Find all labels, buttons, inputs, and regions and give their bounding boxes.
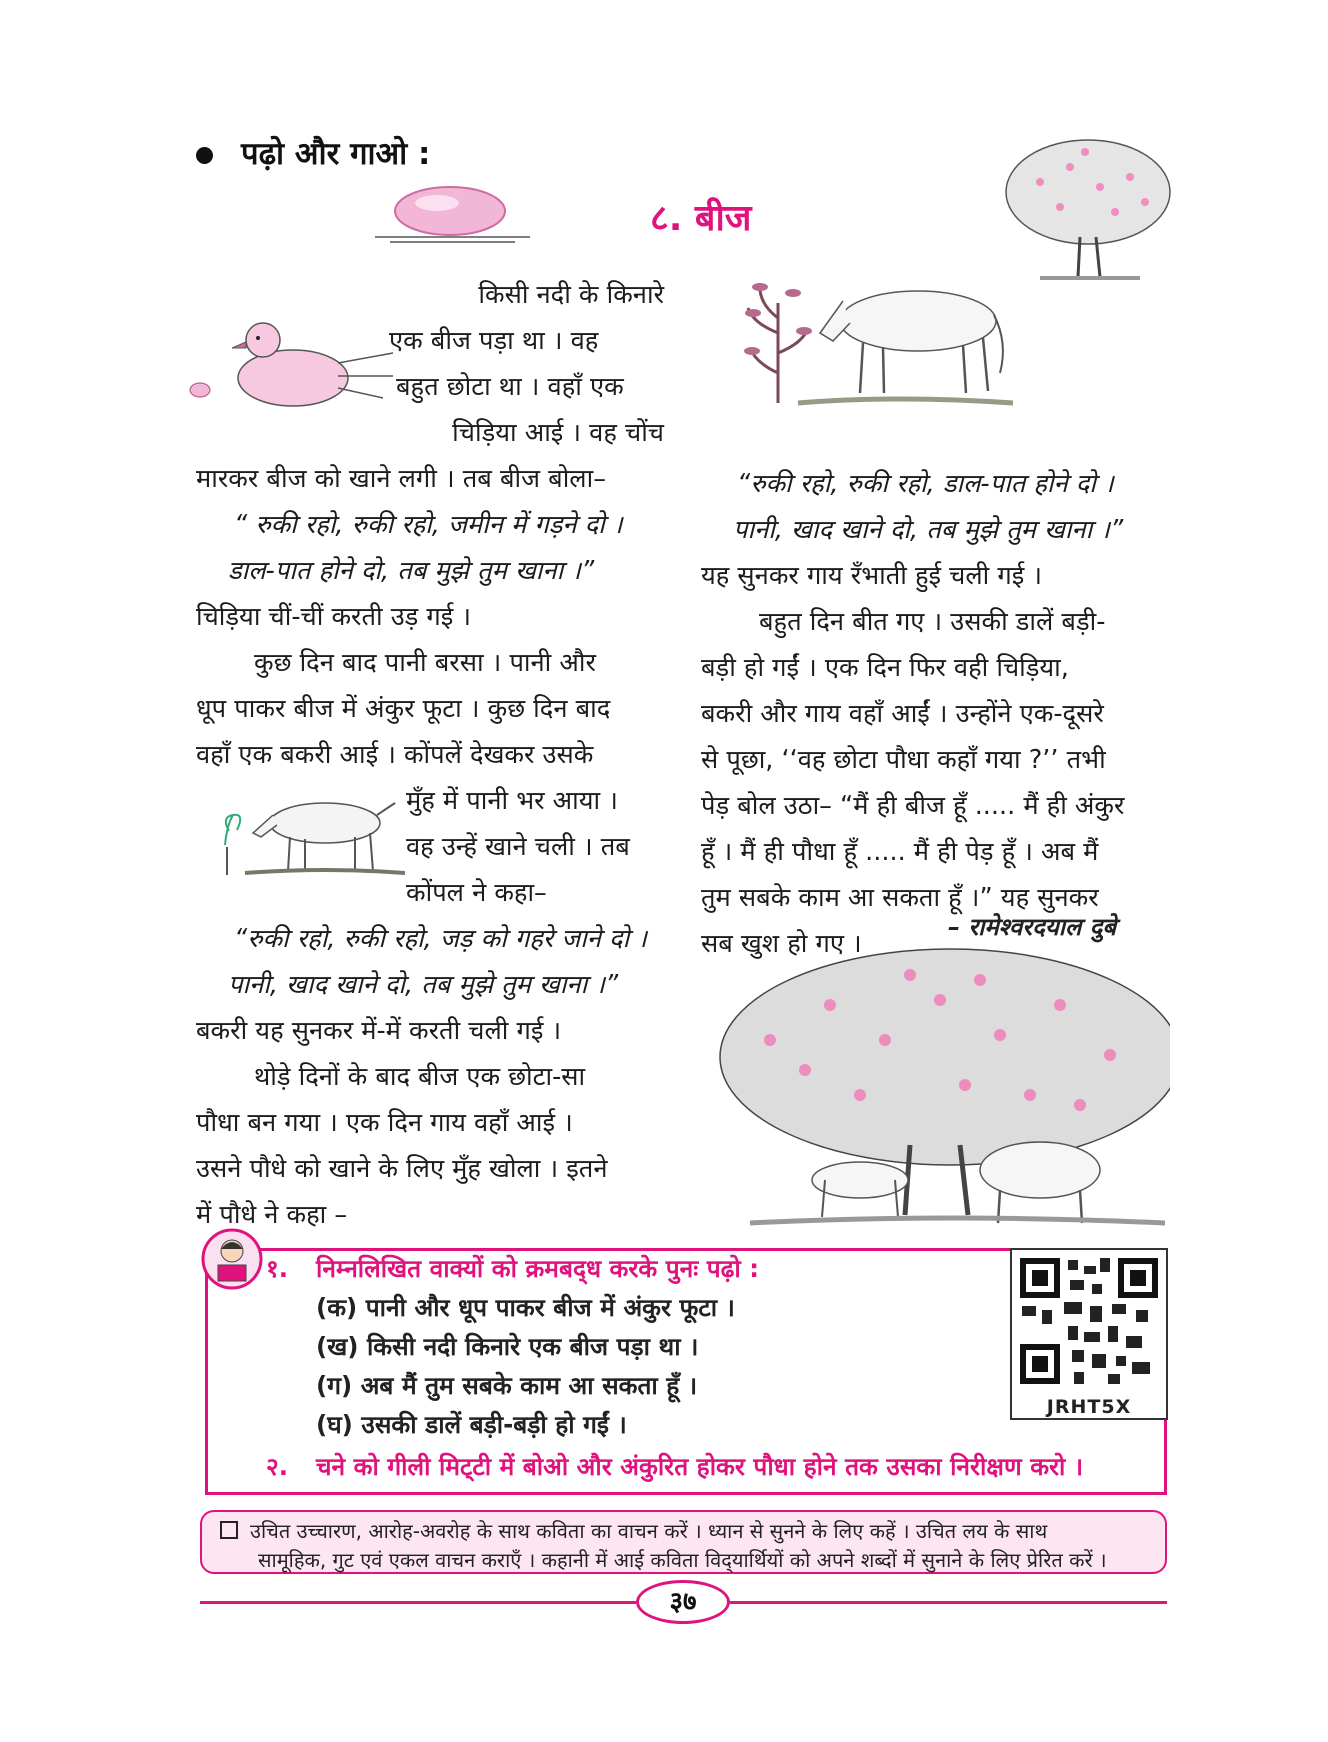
- teacher-note-line: सामूहिक, गुट एवं एकल वाचन कराएँ । कहानी में आई कविता विद्‌यार्थियों को अपने शब्दों में सुनाने के लिए प्रेरित करें ।: [258, 1548, 1107, 1572]
- story-right-column: [701, 461, 1169, 967]
- teacher-note-line: उचित उच्चारण, आरोह-अवरोह के साथ कविता का वाचन करें । ध्यान से सुनने के लिए कहें । उचित लय के साथ: [220, 1517, 1153, 1546]
- qr-code-label: JRHT5X: [1046, 1396, 1132, 1418]
- page-number: ३७: [636, 1580, 730, 1624]
- text-line: कोंपल ने कहा–: [406, 878, 547, 908]
- text-line: वहाँ एक बकरी आई । कोंपलें देखकर उसके: [196, 740, 594, 770]
- qr-code-icon: [1012, 1250, 1166, 1390]
- child-reading-icon: [200, 1227, 264, 1291]
- verse-line: “रुकी रहो, रुकी रहो, जड़ को गहरे जाने दो ।: [234, 924, 647, 954]
- text-line: सब खुश हो गए ।: [701, 929, 862, 959]
- verse-line: पानी, खाद खाने दो, तब मुझे तुम खाना ।”: [228, 970, 619, 1000]
- question-1-item: (घ) उसकी डालें बड़ी-बड़ी हो गईं ।: [316, 1410, 627, 1439]
- text-line: बकरी और गाय वहाँ आईं । उन्होंने एक-दूसरे: [701, 699, 1104, 729]
- text-line: उसने पौधे को खाने के लिए मुँह खोला । इतने: [196, 1154, 608, 1184]
- text-line: बहुत छोटा था । वहाँ एक: [396, 372, 624, 402]
- text-line: बहुत दिन बीत गए । उसकी डालें बड़ी-: [759, 607, 1106, 637]
- verse-line: “ रुकी रहो, रुकी रहो, जमीन में गड़ने दो ।: [234, 510, 623, 540]
- text-line: कुछ दिन बाद पानी बरसा । पानी और: [254, 648, 596, 678]
- text-line: तुम सबके काम आ सकता हूँ ।” यह सुनकर: [701, 883, 1099, 913]
- verse-line: डाल-पात होने दो, तब मुझे तुम खाना ।”: [228, 556, 595, 586]
- text-line: मुँह में पानी भर आया ।: [406, 786, 618, 816]
- section-heading: पढ़ो और गाओ :: [196, 132, 430, 174]
- author-name: – रामेश्वरदयाल दुबे: [948, 913, 1117, 941]
- text-line: पौधा बन गया । एक दिन गाय वहाँ आई ।: [196, 1108, 573, 1138]
- text-line: मारकर बीज को खाने लगी । तब बीज बोला–: [196, 464, 606, 494]
- qr-code[interactable]: [1010, 1248, 1168, 1420]
- footer-rule-left: [200, 1601, 636, 1604]
- text-line: धूप पाकर बीज में अंकुर फूटा । कुछ दिन बाद: [196, 694, 611, 724]
- question-1-item: (क) पानी और धूप पाकर बीज में अंकुर फूटा ।: [316, 1293, 735, 1322]
- story-left-column: [196, 272, 664, 1238]
- bullet-icon: [196, 147, 213, 164]
- footer-rule-right: [730, 1601, 1167, 1604]
- lesson-title: ८. बीज: [650, 198, 752, 239]
- cow-illustration: [738, 263, 1016, 413]
- text-line: वह उन्हें खाने चली । तब: [406, 832, 630, 862]
- question-1-text: निम्नलिखित वाक्यों को क्रमबद्‌ध करके पुनः पढ़ो :: [316, 1254, 760, 1283]
- text-line: थोड़े दिनों के बाद बीज एक छोटा-सा: [254, 1062, 586, 1092]
- text-line: बड़ी हो गईं । एक दिन फिर वही चिड़िया,: [701, 653, 1069, 683]
- text-line: चिड़िया चीं-चीं करती उड़ गई ।: [196, 602, 472, 632]
- verse-line: पानी, खाद खाने दो, तब मुझे तुम खाना ।”: [733, 515, 1124, 545]
- verse-line: “रुकी रहो, रुकी रहो, डाल-पात होने दो ।: [737, 469, 1114, 499]
- seed-illustration: [375, 183, 535, 245]
- text-line: किसी नदी के किनारे: [478, 280, 664, 310]
- text-line: हूँ । मैं ही पौधा हूँ ..... मैं ही पेड़ हूँ । अब मैं: [701, 837, 1099, 867]
- question-2-text: चने को गीली मिट्‌टी में बोओ और अंकुरित होकर पौधा होने तक उसका निरीक्षण करो ।: [316, 1452, 1084, 1481]
- checkbox-icon: [220, 1521, 238, 1539]
- text-line: यह सुनकर गाय रँभाती हुई चली गई ।: [701, 561, 1043, 591]
- text-line: बकरी यह सुनकर में-में करती चली गई ।: [196, 1016, 562, 1046]
- question-1-item: (ग) अब मैं तुम सबके काम आ सकता हूँ ।: [316, 1371, 698, 1400]
- goat-illustration: [205, 775, 405, 885]
- mango-tree-large-illustration: [710, 945, 1170, 1230]
- text-line: पेड़ बोल उठा– “मैं ही बीज हूँ ..... मैं ही अंकुर: [701, 791, 1125, 821]
- mango-tree-small-illustration: [1000, 132, 1175, 282]
- question-1-item: (ख) किसी नदी किनारे एक बीज पड़ा था ।: [316, 1332, 699, 1361]
- teacher-note: [200, 1510, 1167, 1574]
- question-1-number: १.: [266, 1254, 289, 1283]
- text-line: एक बीज पड़ा था । वह: [389, 326, 599, 356]
- text-line: में पौधे ने कहा –: [196, 1200, 348, 1230]
- text-line: चिड़िया आई । वह चोंच: [452, 418, 664, 448]
- text-line: से पूछा, ‘‘वह छोटा पौधा कहाँ गया ?’’ तभी: [701, 745, 1106, 775]
- question-2-number: २.: [266, 1452, 289, 1481]
